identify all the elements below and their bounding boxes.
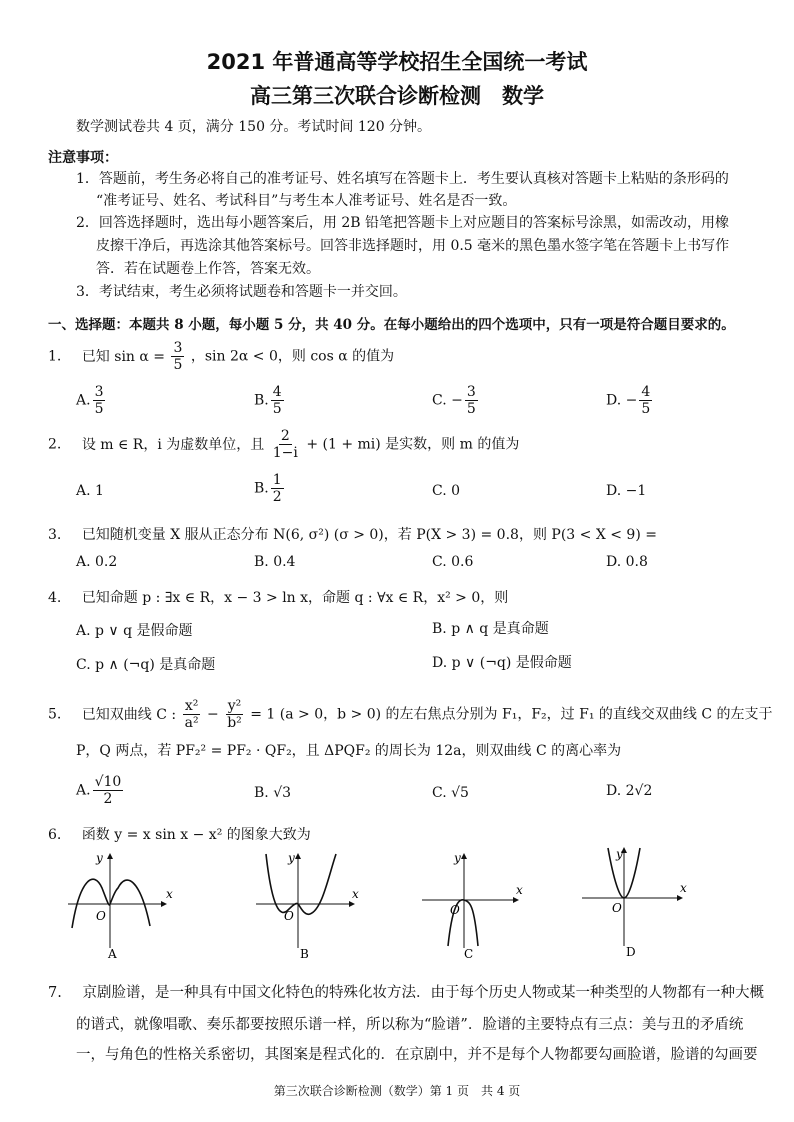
option-b: B. $\frac{1}{2}$ — [254, 472, 282, 505]
svg-text:O: O — [96, 909, 106, 923]
svg-text:x: x — [166, 887, 173, 901]
option-c: C. 0 — [432, 483, 461, 499]
option-b: B. $\frac{4}{5}$ — [254, 384, 282, 417]
notice-item: 3．考试结束，考生必须将试题卷和答题卡一并交回。 — [76, 284, 407, 300]
exam-subtitle: 高三第三次联合诊断检测 数学 — [250, 84, 544, 108]
question-number: 4. — [48, 590, 62, 606]
option-c: C. − $\frac{3}{5}$ — [432, 384, 476, 417]
section-heading: 一、选择题：本题共 8 小题，每小题 5 分，共 40 分。在每小题给出的四个选项中，只有一项是符合题目要求的。 — [48, 317, 735, 333]
svg-text:O: O — [284, 909, 294, 923]
notice-label: 注意事项： — [48, 150, 118, 166]
svg-text:O: O — [612, 901, 622, 915]
option-a: A. p ∨ q 是假命题 — [76, 623, 193, 639]
svg-text:C: C — [464, 947, 474, 960]
notice-item: 答．若在试题卷上作答，答案无效。 — [96, 261, 320, 277]
option-d: D. p ∨ (¬q) 是假命题 — [432, 655, 572, 671]
fraction: $\frac{\text{y²}}{\text{b²}}$ — [227, 698, 242, 731]
svg-text:B: B — [300, 947, 309, 960]
notice-item: 2．回答选择题时，选出每小题答案后，用 2B 铅笔把答题卡上对应题目的答案标号涂黑，如需改动，用橡 — [76, 215, 730, 231]
graph-c — [418, 848, 528, 960]
option-b: B. p ∧ q 是真命题 — [432, 621, 549, 637]
option-c: C. √5 — [432, 785, 469, 801]
option-d: D. 2√2 — [606, 783, 653, 799]
svg-text:y: y — [616, 847, 623, 861]
question-number: 3. — [48, 527, 62, 543]
graph-b — [252, 848, 362, 960]
option-c: C. p ∧ (¬q) 是真命题 — [76, 657, 216, 673]
question-number: 7. — [48, 985, 62, 1001]
question-number: 5. — [48, 706, 62, 723]
exam-intro: 数学测试卷共 4 页，满分 150 分。考试时间 120 分钟。 — [76, 119, 432, 135]
svg-text:x: x — [516, 883, 523, 897]
option-d: D. −1 — [606, 483, 647, 499]
question-number: 6. — [48, 827, 62, 843]
svg-text:O: O — [450, 903, 460, 917]
notice-item: 1．答题前，考生务必将自己的准考证号、姓名填写在答题卡上．考生要认真核对答题卡上粘贴的条形码的 — [76, 171, 729, 187]
fraction: $\frac{\text{x²}}{\text{a²}}$ — [184, 698, 199, 731]
notice-item: 皮擦干净后，再选涂其他答案标号。回答非选择题时，用 0.5 毫米的黑色墨水签字笔在答题卡上书写作 — [96, 238, 730, 254]
question-7-line: 的谱式，就像唱歌、奏乐都要按照乐谱一样，所以称为“脸谱”．脸谱的主要特点有三点：美与丑的矛盾统 — [76, 1017, 744, 1033]
question-number: 1. — [48, 348, 62, 365]
question-7-line: 一，与角色的性格关系密切，其图案是程式化的．在京剧中，并不是每个人物都要勾画脸谱，脸谱的勾画要 — [76, 1047, 758, 1063]
svg-text:D: D — [626, 945, 636, 959]
option-a: A. 1 — [76, 483, 104, 499]
svg-text:y: y — [96, 851, 103, 865]
question-6-stem: 6. 函数 y = x sin x − x² 的图象大致为 — [48, 827, 311, 843]
option-b: B. √3 — [254, 785, 292, 801]
page-footer: 第三次联合诊断检测（数学）第 1 页 共 4 页 — [273, 1084, 521, 1098]
question-2-stem: 2. 设 m ∈ R，i 为虚数单位，且 $\frac{2}{1-i}$ + (1 + mi) 是实数，则 m 的值为 — [48, 428, 520, 461]
svg-text:y: y — [454, 851, 461, 865]
svg-text:y: y — [288, 851, 295, 865]
question-number: 2. — [48, 436, 62, 453]
fraction: $\frac{3}{5}$ — [173, 340, 183, 373]
question-5-line2: P，Q 两点，若 PF₂² = PF₂ · QF₂，且 ΔPQF₂ 的周长为 12a，则双曲线 C 的离心率为 — [76, 743, 622, 759]
question-4-stem: 4. 已知命题 p : ∃x ∈ R，x − 3 > ln x，命题 q : ∀x ∈ R，x² > 0，则 — [48, 590, 509, 606]
graph-a — [66, 848, 176, 960]
option-c: C. 0.6 — [432, 554, 474, 570]
exam-title: 2021 年普通高等学校招生全国统一考试 — [206, 50, 588, 74]
option-d: D. − $\frac{4}{5}$ — [606, 384, 651, 417]
svg-text:x: x — [680, 881, 687, 895]
fraction: $\frac{2}{1-i}$ — [272, 428, 298, 461]
question-3-stem: 3. 已知随机变量 X 服从正态分布 N(6, σ²) (σ > 0)，若 P(X > 3) = 0.8，则 P(3 < X < 9) = — [48, 527, 657, 543]
question-1-stem: 1. 已知 sin α = $\frac{3}{5}$ ，sin 2α < 0，则 cos α 的值为 — [48, 340, 395, 373]
graph-d — [578, 842, 688, 960]
option-b: B. 0.4 — [254, 554, 296, 570]
svg-text:A: A — [108, 947, 117, 960]
svg-text:x: x — [352, 887, 359, 901]
option-d: D. 0.8 — [606, 554, 648, 570]
option-a: A. 0.2 — [76, 554, 118, 570]
question-5-stem: 5. 已知双曲线 C : $\frac{\text{x²}}{\text{a²}}$ − $\frac{\text{y²}}{\text{b²}}$ = 1 (a > 0，b > 0) 的左右焦点分别为 F₁，F₂，过 F₁ 的直线交双曲线 C 的左支于 — [48, 698, 773, 731]
option-a: A. $\frac{√10}{2}$ — [76, 774, 122, 807]
notice-item: “准考证号、姓名、考试科目”与考生本人准考证号、姓名是否一致。 — [96, 193, 517, 209]
option-a: A. $\frac{3}{5}$ — [76, 384, 104, 417]
question-7-stem: 7. 京剧脸谱，是一种具有中国文化特色的特殊化妆方法．由于每个历史人物或某一种类型的人物都有一种大概 — [48, 985, 764, 1001]
